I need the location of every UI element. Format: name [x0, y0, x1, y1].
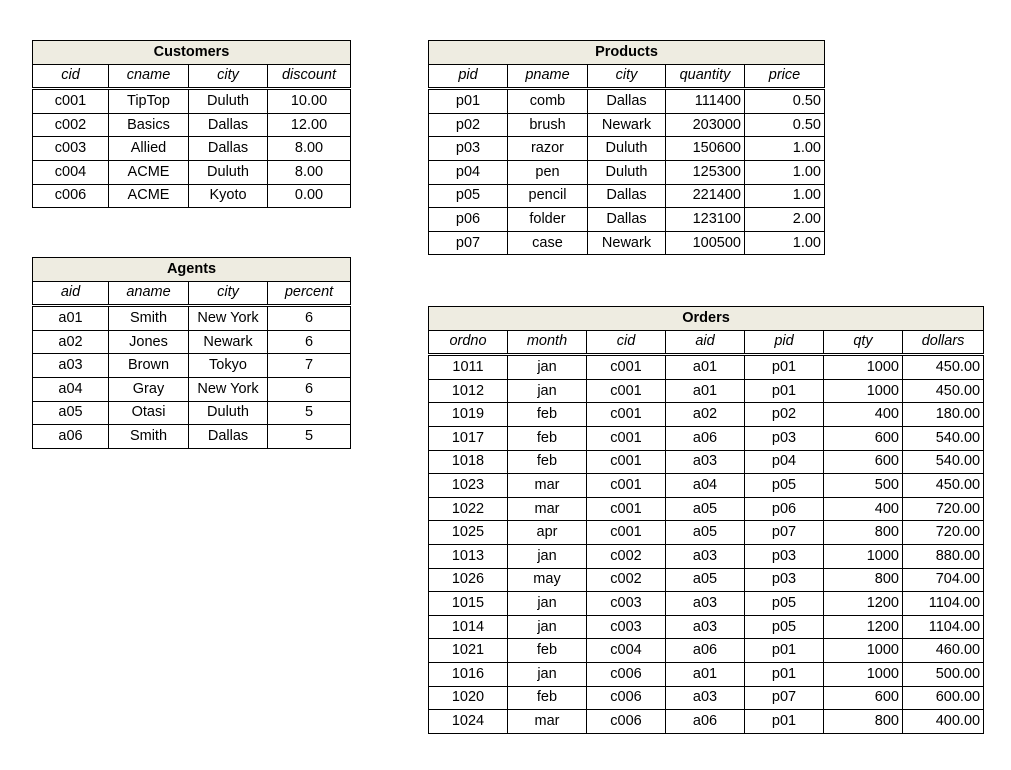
table-cell: a02 [666, 403, 745, 427]
table-cell: 720.00 [903, 521, 984, 545]
table-cell: 1017 [429, 426, 508, 450]
table-cell: a05 [666, 497, 745, 521]
table-cell: p01 [745, 639, 824, 663]
table-cell: Duluth [588, 160, 666, 184]
table-cell: 6 [268, 377, 351, 401]
table-cell: Dallas [588, 184, 666, 208]
table-cell: feb [508, 426, 587, 450]
table-cell: p01 [745, 379, 824, 403]
table-cell: ACME [109, 160, 189, 184]
table-cell: 1011 [429, 355, 508, 380]
table-cell: jan [508, 544, 587, 568]
table-cell: Dallas [588, 208, 666, 232]
table-cell: a01 [33, 306, 109, 331]
agents-table [32, 257, 351, 449]
table-row [429, 521, 984, 545]
table-cell: 540.00 [903, 426, 984, 450]
table-cell: Duluth [189, 401, 268, 425]
table-row [429, 568, 984, 592]
column-header: pid [429, 64, 508, 89]
table-cell: p01 [745, 662, 824, 686]
table-cell: a02 [33, 330, 109, 354]
table-cell: Dallas [588, 89, 666, 114]
customers-title: Customers [33, 41, 351, 65]
table-cell: a03 [33, 354, 109, 378]
column-header: quantity [666, 64, 745, 89]
table-cell: mar [508, 710, 587, 734]
table-row [429, 113, 825, 137]
table-cell: a04 [33, 377, 109, 401]
table-row [429, 355, 984, 380]
table-cell: c001 [33, 89, 109, 114]
table-cell: 460.00 [903, 639, 984, 663]
table-cell: 1.00 [745, 160, 825, 184]
table-cell: 8.00 [268, 160, 351, 184]
table-cell: c006 [33, 184, 109, 208]
table-cell: Allied [109, 137, 189, 161]
table-cell: a01 [666, 379, 745, 403]
table-row [33, 184, 351, 208]
table-cell: a01 [666, 355, 745, 380]
table-cell: 1200 [824, 592, 903, 616]
table-cell: c002 [33, 113, 109, 137]
table-cell: Newark [588, 231, 666, 255]
table-cell: c001 [587, 521, 666, 545]
table-cell: 450.00 [903, 379, 984, 403]
column-header: month [508, 330, 587, 355]
table-cell: 600.00 [903, 686, 984, 710]
table-cell: c003 [587, 615, 666, 639]
table-cell: 1000 [824, 544, 903, 568]
table-cell: 450.00 [903, 355, 984, 380]
table-cell: c001 [587, 474, 666, 498]
table-row [429, 686, 984, 710]
table-cell: 1.00 [745, 184, 825, 208]
table-row [429, 137, 825, 161]
table-cell: 1104.00 [903, 592, 984, 616]
table-cell: a06 [666, 710, 745, 734]
table-cell: Duluth [189, 89, 268, 114]
table-cell: p07 [745, 686, 824, 710]
table-cell: feb [508, 450, 587, 474]
agents-header-row [33, 281, 351, 306]
table-cell: Kyoto [189, 184, 268, 208]
table-cell: ACME [109, 184, 189, 208]
agents-title: Agents [33, 258, 351, 282]
table-row [429, 615, 984, 639]
table-cell: 123100 [666, 208, 745, 232]
table-cell: Tokyo [189, 354, 268, 378]
table-cell: c001 [587, 450, 666, 474]
table-cell: Smith [109, 425, 189, 449]
table-cell: a01 [666, 662, 745, 686]
table-row [33, 425, 351, 449]
table-cell: feb [508, 403, 587, 427]
column-header: aid [666, 330, 745, 355]
table-cell: mar [508, 497, 587, 521]
table-row [429, 160, 825, 184]
column-header: pname [508, 64, 588, 89]
column-header: cname [109, 64, 189, 89]
column-header: dollars [903, 330, 984, 355]
table-cell: c006 [587, 686, 666, 710]
products-title: Products [429, 41, 825, 65]
table-cell: a06 [666, 639, 745, 663]
table-cell: 0.50 [745, 113, 825, 137]
table-cell: folder [508, 208, 588, 232]
table-cell: p01 [745, 355, 824, 380]
table-cell: Smith [109, 306, 189, 331]
orders-header-row [429, 330, 984, 355]
table-cell: 8.00 [268, 137, 351, 161]
table-cell: c006 [587, 710, 666, 734]
table-cell: may [508, 568, 587, 592]
table-cell: 2.00 [745, 208, 825, 232]
table-cell: c001 [587, 355, 666, 380]
table-cell: p04 [745, 450, 824, 474]
table-cell: jan [508, 662, 587, 686]
table-cell: Duluth [588, 137, 666, 161]
table-cell: 800 [824, 521, 903, 545]
table-cell: 10.00 [268, 89, 351, 114]
table-cell: 1016 [429, 662, 508, 686]
table-cell: c001 [587, 379, 666, 403]
table-cell: a06 [666, 426, 745, 450]
table-cell: 500.00 [903, 662, 984, 686]
table-cell: a05 [33, 401, 109, 425]
table-cell: 400 [824, 497, 903, 521]
table-row [429, 710, 984, 734]
table-cell: 6 [268, 330, 351, 354]
table-cell: p03 [745, 544, 824, 568]
table-cell: p02 [745, 403, 824, 427]
table-cell: 1021 [429, 639, 508, 663]
table-cell: p05 [745, 474, 824, 498]
table-cell: 500 [824, 474, 903, 498]
table-cell: 704.00 [903, 568, 984, 592]
table-cell: p01 [745, 710, 824, 734]
table-cell: 1013 [429, 544, 508, 568]
column-header: city [189, 64, 268, 89]
table-cell: 540.00 [903, 450, 984, 474]
table-row [429, 662, 984, 686]
table-row [429, 544, 984, 568]
column-header: pid [745, 330, 824, 355]
table-cell: 1026 [429, 568, 508, 592]
customers-table [32, 40, 351, 208]
table-cell: jan [508, 592, 587, 616]
table-cell: c001 [587, 497, 666, 521]
table-cell: 203000 [666, 113, 745, 137]
table-cell: 1015 [429, 592, 508, 616]
table-cell: 880.00 [903, 544, 984, 568]
table-cell: p07 [745, 521, 824, 545]
table-cell: 1000 [824, 662, 903, 686]
table-cell: 5 [268, 401, 351, 425]
table-cell: case [508, 231, 588, 255]
table-row [429, 497, 984, 521]
table-cell: a05 [666, 521, 745, 545]
table-cell: 600 [824, 450, 903, 474]
orders-title: Orders [429, 307, 984, 331]
table-cell: 1000 [824, 355, 903, 380]
table-row [33, 137, 351, 161]
table-cell: p02 [429, 113, 508, 137]
column-header: ordno [429, 330, 508, 355]
customers-header-row [33, 64, 351, 89]
table-cell: Otasi [109, 401, 189, 425]
table-cell: feb [508, 686, 587, 710]
table-cell: 1020 [429, 686, 508, 710]
table-cell: 1019 [429, 403, 508, 427]
table-cell: 1104.00 [903, 615, 984, 639]
table-cell: 1012 [429, 379, 508, 403]
table-cell: Dallas [189, 113, 268, 137]
table-cell: c001 [587, 403, 666, 427]
table-cell: 1022 [429, 497, 508, 521]
table-cell: 180.00 [903, 403, 984, 427]
table-cell: 0.50 [745, 89, 825, 114]
table-row [33, 306, 351, 331]
table-row [429, 639, 984, 663]
table-cell: a03 [666, 686, 745, 710]
column-header: price [745, 64, 825, 89]
table-cell: Basics [109, 113, 189, 137]
table-cell: a04 [666, 474, 745, 498]
table-cell: c003 [587, 592, 666, 616]
table-cell: 1014 [429, 615, 508, 639]
table-cell: mar [508, 474, 587, 498]
table-cell: 6 [268, 306, 351, 331]
table-cell: 1200 [824, 615, 903, 639]
table-cell: 1000 [824, 379, 903, 403]
table-cell: 111400 [666, 89, 745, 114]
table-cell: 0.00 [268, 184, 351, 208]
table-cell: p04 [429, 160, 508, 184]
column-header: city [189, 281, 268, 306]
orders-table [428, 306, 984, 734]
table-cell: razor [508, 137, 588, 161]
products-table [428, 40, 825, 255]
table-cell: 800 [824, 568, 903, 592]
table-cell: Newark [588, 113, 666, 137]
table-row [429, 184, 825, 208]
table-cell: c002 [587, 544, 666, 568]
table-cell: Duluth [189, 160, 268, 184]
table-cell: p05 [745, 592, 824, 616]
table-cell: 100500 [666, 231, 745, 255]
table-cell: p05 [429, 184, 508, 208]
column-header: cid [587, 330, 666, 355]
table-cell: c004 [587, 639, 666, 663]
table-cell: p05 [745, 615, 824, 639]
table-cell: 1023 [429, 474, 508, 498]
table-cell: TipTop [109, 89, 189, 114]
table-cell: jan [508, 615, 587, 639]
table-row [429, 89, 825, 114]
table-row [429, 403, 984, 427]
table-cell: a05 [666, 568, 745, 592]
table-cell: p06 [429, 208, 508, 232]
table-cell: c004 [33, 160, 109, 184]
table-cell: 1000 [824, 639, 903, 663]
table-cell: 1024 [429, 710, 508, 734]
table-cell: brush [508, 113, 588, 137]
table-cell: Dallas [189, 425, 268, 449]
table-cell: feb [508, 639, 587, 663]
table-cell: 800 [824, 710, 903, 734]
table-row [429, 474, 984, 498]
table-row [429, 231, 825, 255]
table-cell: 450.00 [903, 474, 984, 498]
column-header: aid [33, 281, 109, 306]
table-row [33, 377, 351, 401]
table-row [33, 401, 351, 425]
table-row [429, 426, 984, 450]
table-cell: c003 [33, 137, 109, 161]
table-cell: Gray [109, 377, 189, 401]
table-cell: p03 [745, 426, 824, 450]
table-cell: p01 [429, 89, 508, 114]
table-cell: a03 [666, 544, 745, 568]
table-cell: p03 [745, 568, 824, 592]
table-cell: jan [508, 355, 587, 380]
column-header: city [588, 64, 666, 89]
table-cell: p07 [429, 231, 508, 255]
table-cell: 1025 [429, 521, 508, 545]
table-cell: p03 [429, 137, 508, 161]
table-cell: p06 [745, 497, 824, 521]
table-cell: c001 [587, 426, 666, 450]
table-cell: Dallas [189, 137, 268, 161]
table-cell: c006 [587, 662, 666, 686]
table-cell: 600 [824, 426, 903, 450]
table-cell: 600 [824, 686, 903, 710]
table-row [33, 113, 351, 137]
table-cell: Jones [109, 330, 189, 354]
table-cell: 1018 [429, 450, 508, 474]
table-cell: 1.00 [745, 137, 825, 161]
table-cell: New York [189, 306, 268, 331]
table-cell: 150600 [666, 137, 745, 161]
table-cell: comb [508, 89, 588, 114]
column-header: aname [109, 281, 189, 306]
table-cell: 720.00 [903, 497, 984, 521]
table-cell: 400 [824, 403, 903, 427]
table-cell: 12.00 [268, 113, 351, 137]
table-cell: Newark [189, 330, 268, 354]
table-cell: 221400 [666, 184, 745, 208]
table-cell: 1.00 [745, 231, 825, 255]
table-cell: jan [508, 379, 587, 403]
table-cell: 125300 [666, 160, 745, 184]
column-header: percent [268, 281, 351, 306]
table-cell: Brown [109, 354, 189, 378]
table-row [33, 89, 351, 114]
table-row [33, 160, 351, 184]
table-cell: 400.00 [903, 710, 984, 734]
table-cell: a03 [666, 450, 745, 474]
table-cell: 5 [268, 425, 351, 449]
table-cell: pen [508, 160, 588, 184]
table-cell: apr [508, 521, 587, 545]
table-row [33, 354, 351, 378]
column-header: cid [33, 64, 109, 89]
table-row [429, 208, 825, 232]
table-cell: c002 [587, 568, 666, 592]
table-cell: pencil [508, 184, 588, 208]
table-cell: 7 [268, 354, 351, 378]
table-row [429, 450, 984, 474]
table-row [429, 379, 984, 403]
column-header: qty [824, 330, 903, 355]
table-cell: a06 [33, 425, 109, 449]
products-header-row [429, 64, 825, 89]
column-header: discount [268, 64, 351, 89]
table-cell: a03 [666, 592, 745, 616]
table-row [429, 592, 984, 616]
table-cell: a03 [666, 615, 745, 639]
table-row [33, 330, 351, 354]
table-cell: New York [189, 377, 268, 401]
